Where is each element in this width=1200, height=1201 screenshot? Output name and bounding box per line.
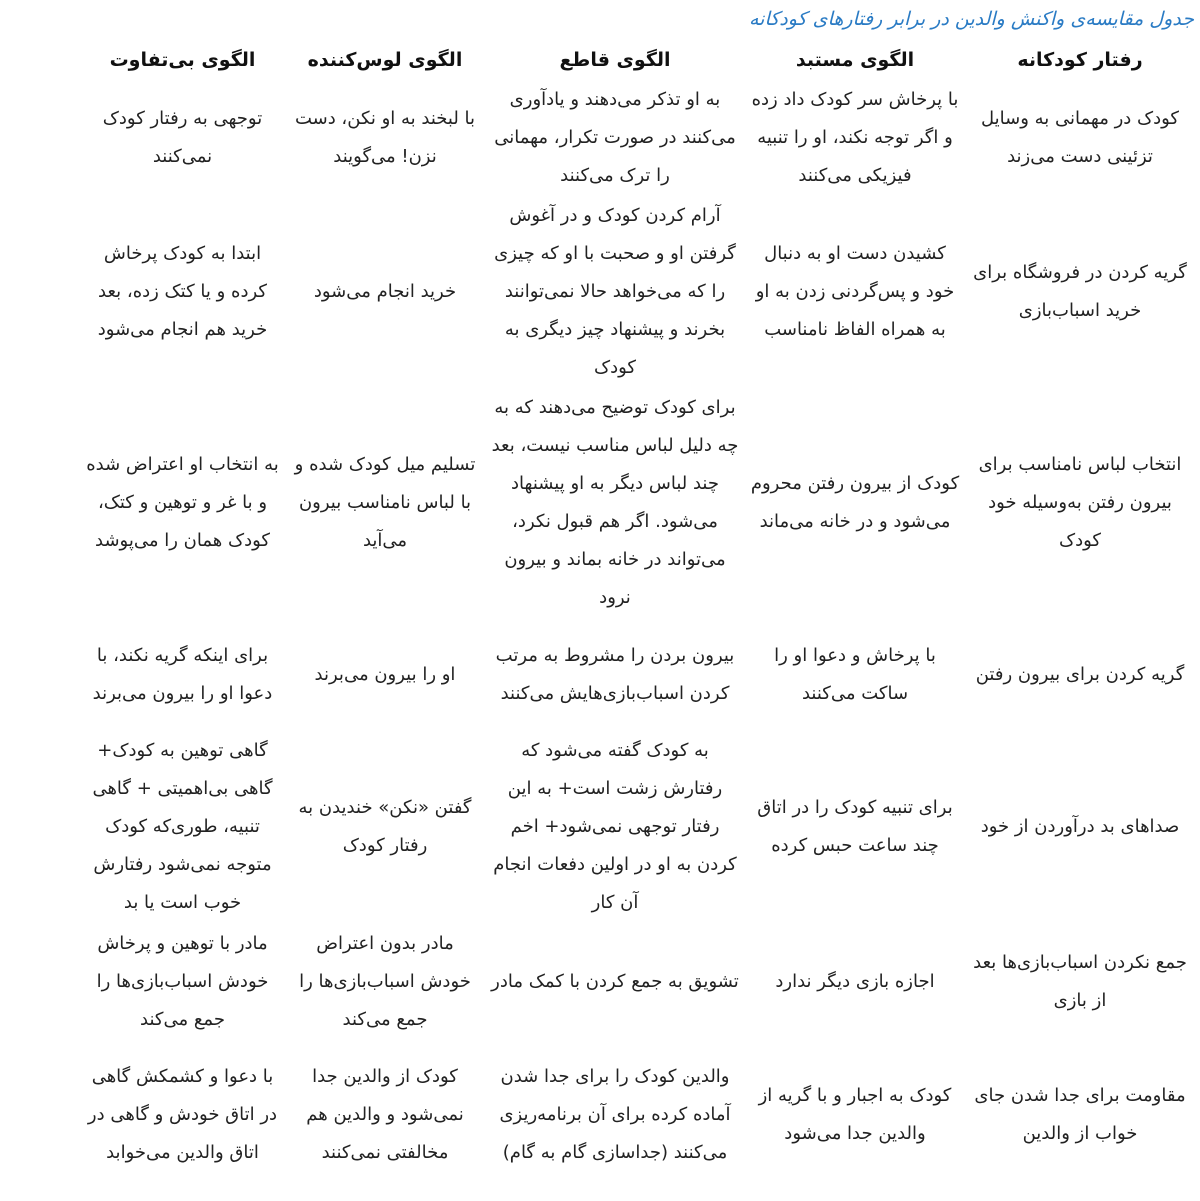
table-row bbox=[80, 80, 1195, 195]
cell-authoritarian: با پرخاش و دعوا او را ساکت می‌کنند bbox=[774, 644, 936, 704]
cell-authoritarian: اجازه بازی دیگر ندارد bbox=[775, 970, 935, 992]
table-row bbox=[80, 1040, 1195, 1190]
cell-authoritative: به کودک گفته می‌شود که رفتارش زشت است+ به این رفتار توجهی نمی‌شود+ اخم کردن به او در اولین دفعات انجام آن کار bbox=[493, 740, 737, 913]
cell-neglectful: به انتخاب او اعتراض شده و با غر و توهین و کتک، کودک همان را می‌پوشد bbox=[86, 454, 279, 551]
cell-permissive: کودک از والدین جدا نمی‌شود و والدین هم مخالفتی نمی‌کنند bbox=[306, 1066, 464, 1163]
header-child-behavior: رفتار کودکانه bbox=[1017, 49, 1143, 71]
cell-behavior: مقاومت برای جدا شدن جای خواب از والدین bbox=[974, 1085, 1186, 1144]
cell-neglectful: برای اینکه گریه نکند، با دعوا او را بیرون می‌برند bbox=[92, 644, 273, 704]
cell-authoritarian: با پرخاش سر کودک داد زده و اگر توجه نکند، او را تنبیه فیزیکی می‌کنند bbox=[751, 88, 959, 186]
cell-behavior: گریه کردن برای بیرون رفتن bbox=[975, 663, 1185, 685]
table-caption: جدول مقایسه‌ی واکنش والدین در برابر رفتارهای کودکانه bbox=[749, 8, 1194, 30]
cell-permissive: خرید انجام می‌شود bbox=[313, 280, 457, 302]
cell-permissive: مادر بدون اعتراض خودش اسباب‌بازی‌ها را جمع می‌کند bbox=[299, 932, 471, 1030]
cell-authoritative: به او تذکر می‌دهند و یادآوری می‌کنند در صورت تکرار، مهمانی را ترک می‌کنند bbox=[494, 88, 736, 186]
header-authoritative: الگوی قاطع bbox=[559, 49, 671, 71]
table-row bbox=[80, 195, 1195, 388]
cell-permissive: او را بیرون می‌برند bbox=[314, 663, 456, 685]
cell-authoritarian: برای تنبیه کودک را در اتاق چند ساعت حبس کرده bbox=[757, 797, 953, 856]
header-authoritarian: الگوی مستبد bbox=[795, 49, 915, 71]
cell-behavior: صداهای بد درآوردن از خود bbox=[980, 816, 1180, 837]
table-row bbox=[80, 731, 1195, 923]
cell-authoritarian: کشیدن دست او به دنبال خود و پس‌گردنی زدن به او به همراه الفاظ نامناسب bbox=[755, 242, 955, 340]
cell-permissive: گفتن «نکن» خندیدن به رفتار کودک bbox=[298, 797, 472, 856]
cell-neglectful: توجهی به رفتار کودک نمی‌کنند bbox=[102, 107, 263, 167]
cell-authoritative: تشویق به جمع کردن با کمک مادر bbox=[491, 970, 739, 992]
cell-permissive: تسلیم میل کودک شده و با لباس نامناسب بیرون می‌آید bbox=[294, 454, 476, 551]
header-row bbox=[80, 40, 1195, 80]
parenting-comparison-table bbox=[80, 40, 1195, 1190]
cell-behavior: انتخاب لباس نامناسب برای بیرون رفتن به‌وسیله خود کودک bbox=[978, 454, 1182, 551]
cell-behavior: جمع نکردن اسباب‌بازی‌ها بعد از بازی bbox=[973, 951, 1187, 1011]
cell-permissive: با لبخند به او نکن، دست نزن! می‌گویند bbox=[294, 107, 476, 167]
table-row bbox=[80, 388, 1195, 618]
cell-authoritative: آرام کردن کودک و در آغوش گرفتن او و صحبت با او که چیزی را که می‌خواهد حالا نمی‌توانند بخرند و پیشنهاد چیز دیگری به کودک bbox=[494, 204, 736, 378]
cell-neglectful: ابتدا به کودک پرخاش کرده و یا کتک زده، بعد خرید هم انجام می‌شود bbox=[97, 242, 268, 340]
cell-authoritative: والدین کودک را برای جدا شدن آماده کرده برای آن برنامه‌ریزی می‌کنند (جداسازی گام به گام) bbox=[499, 1066, 731, 1163]
cell-behavior: گریه کردن در فروشگاه برای خرید اسباب‌بازی bbox=[973, 261, 1187, 321]
cell-authoritarian: کودک به اجبار و با گریه از والدین جدا می‌شود bbox=[758, 1085, 952, 1144]
cell-neglectful: مادر با توهین و پرخاش خودش اسباب‌بازی‌ها را جمع می‌کند bbox=[96, 932, 269, 1030]
cell-neglectful: گاهی توهین به کودک+ گاهی بی‌اهمیتی + گاهی تنبیه، طوری‌که کودک متوجه نمی‌شود رفتارش خوب است یا بد bbox=[92, 740, 273, 913]
table-row bbox=[80, 618, 1195, 731]
cell-authoritative: بیرون بردن را مشروط به مرتب کردن اسباب‌بازی‌هایش می‌کنند bbox=[495, 644, 735, 704]
cell-authoritative: برای کودک توضیح می‌دهند که به چه دلیل لباس مناسب نیست، بعد چند لباس دیگر به او پیشنهاد می‌شود. اگر هم قبول نکرد، می‌تواند در خانه بماند و بیرون نرود bbox=[491, 397, 739, 608]
header-neglectful: الگوی بی‌تفاوت bbox=[109, 49, 256, 71]
table-row bbox=[80, 923, 1195, 1040]
cell-neglectful: با دعوا و کشمکش گاهی در اتاق خودش و گاهی در اتاق والدین می‌خوابد bbox=[87, 1066, 278, 1163]
header-permissive: الگوی لوس‌کننده bbox=[307, 49, 463, 71]
cell-behavior: کودک در مهمانی به وسایل تزئینی دست می‌زند bbox=[981, 107, 1179, 167]
cell-authoritarian: کودک از بیرون رفتن محروم می‌شود و در خانه می‌ماند bbox=[750, 473, 960, 532]
